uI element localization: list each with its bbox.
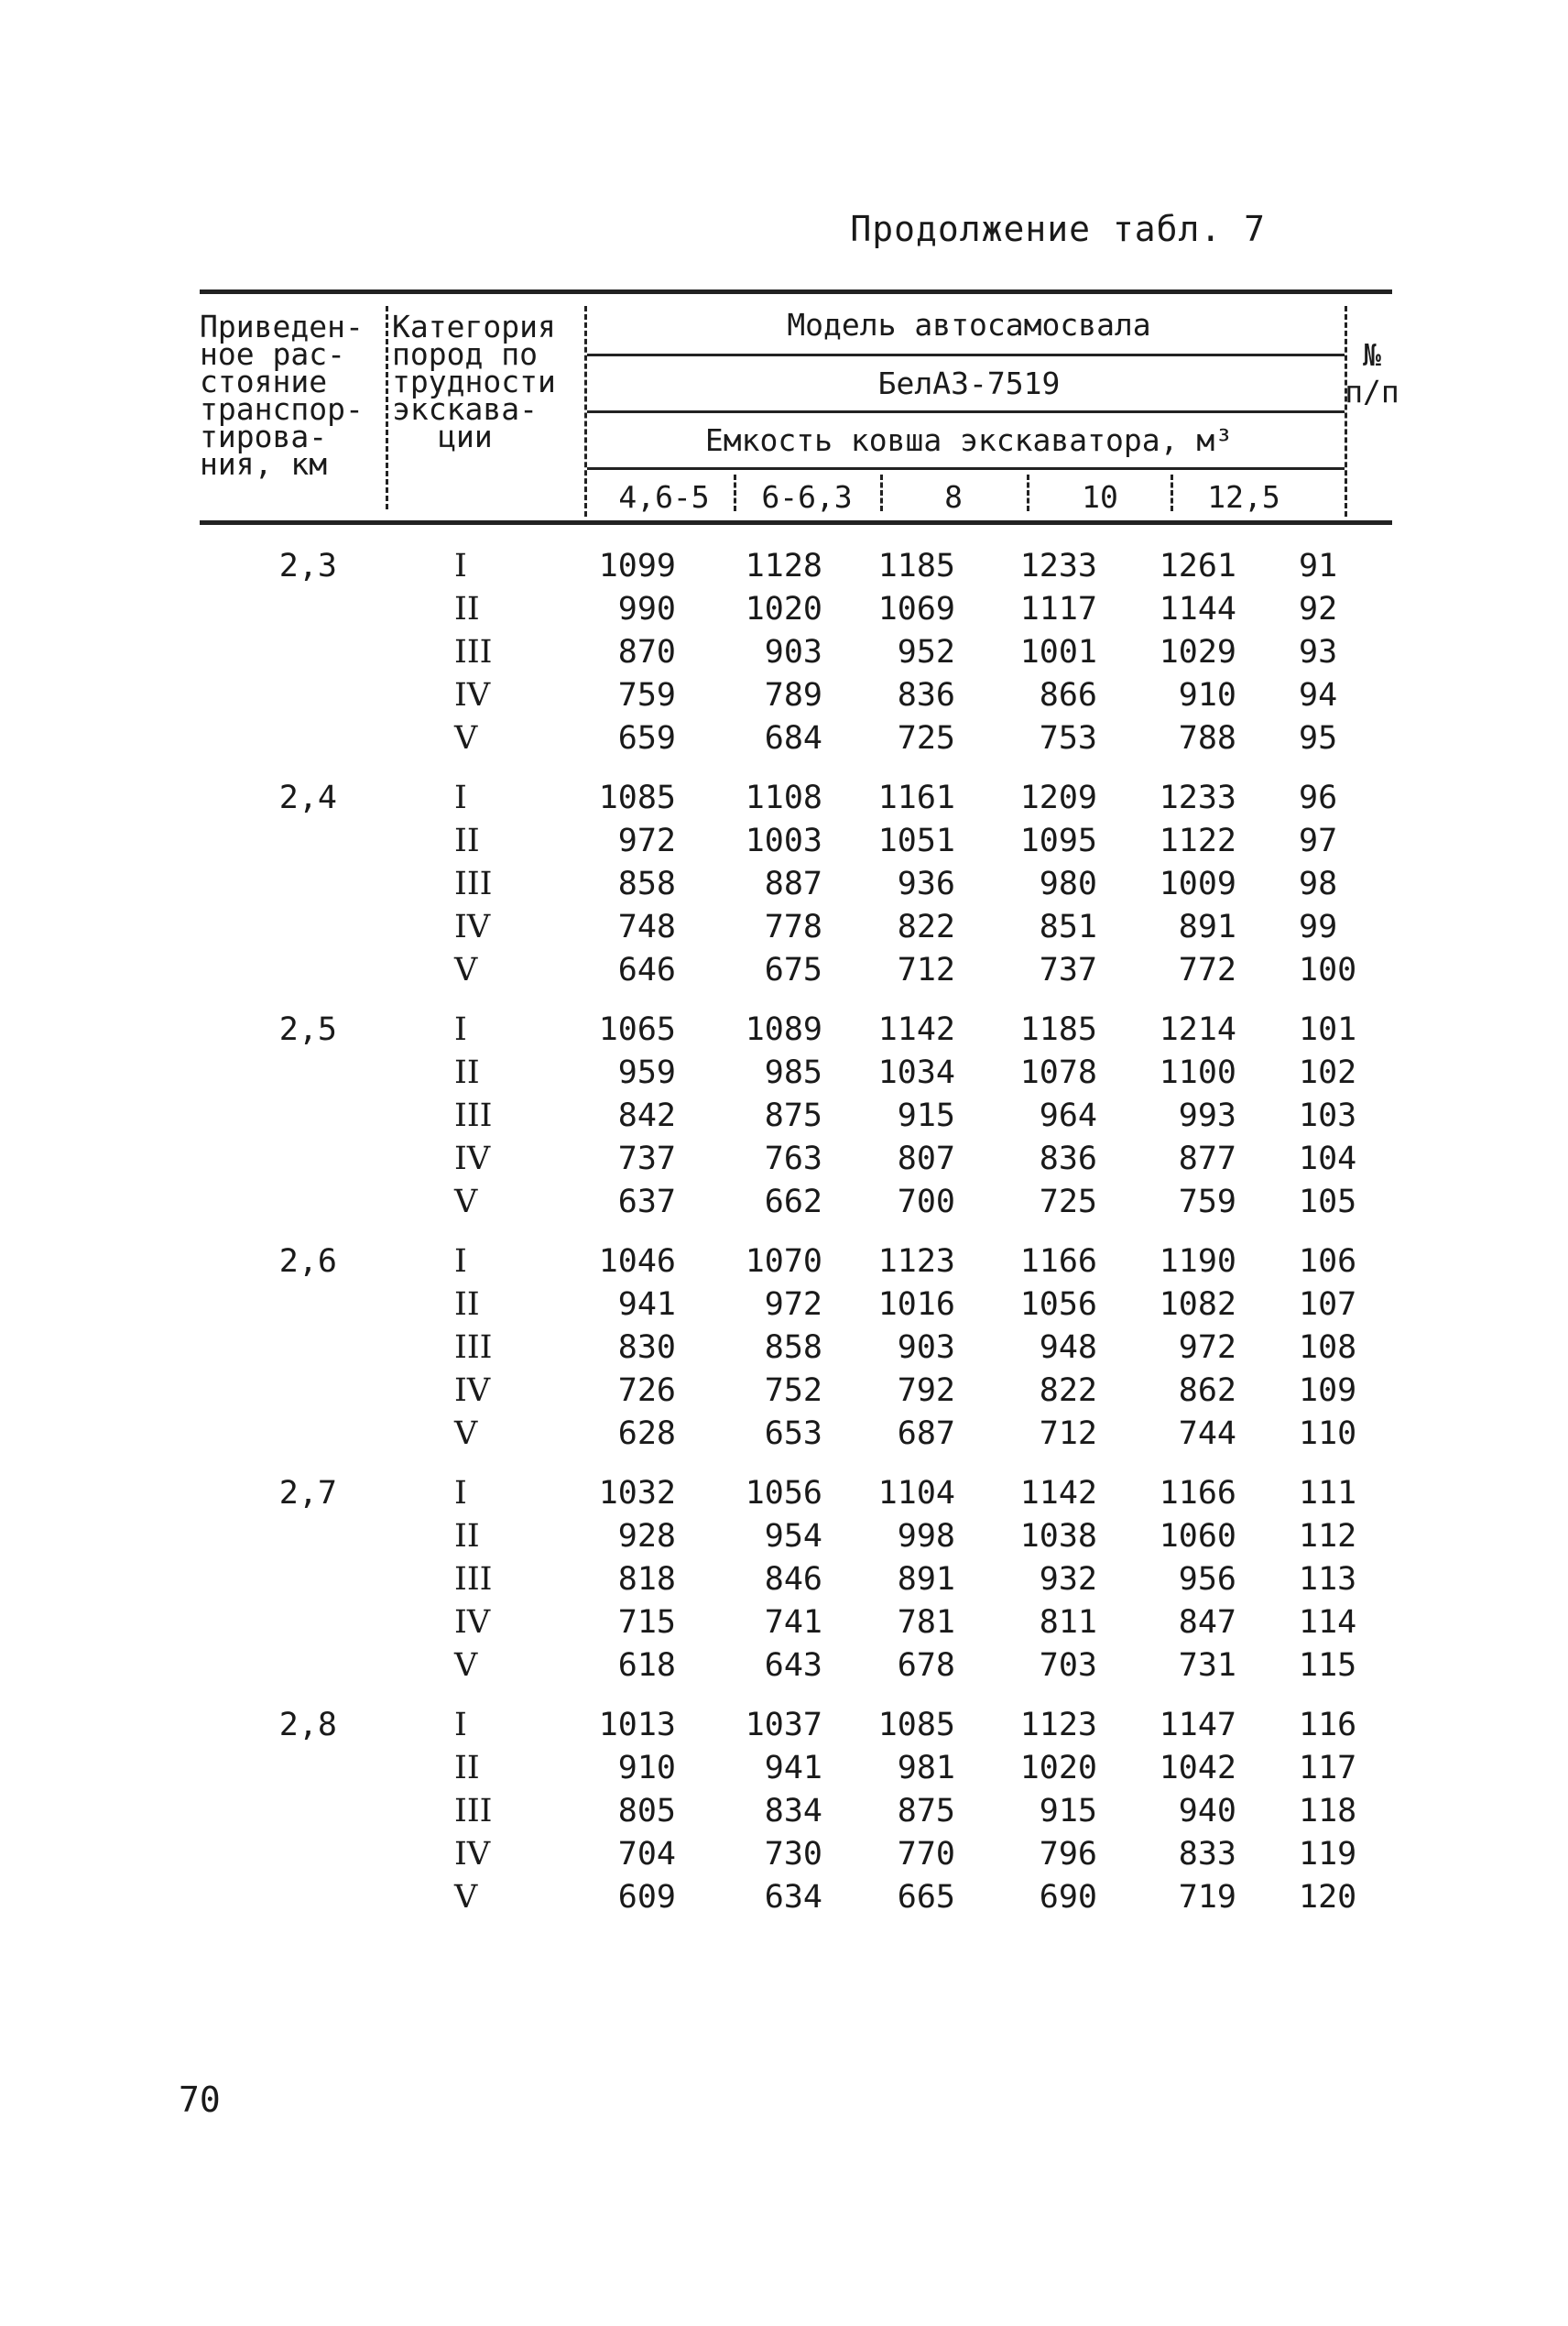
value-cell: 684 <box>764 720 822 757</box>
table-row <box>200 677 1392 720</box>
value-cell: 954 <box>764 1518 822 1555</box>
table-row <box>200 1604 1392 1647</box>
table-row <box>200 591 1392 634</box>
category-cell: I <box>454 1707 467 1743</box>
value-cell: 822 <box>897 909 955 945</box>
row-number-cell: 116 <box>1299 1707 1357 1743</box>
row-number-cell: 101 <box>1299 1011 1357 1048</box>
category-cell: I <box>454 1243 467 1280</box>
header-bucket-label: Емкость ковша экскаватора, м³ <box>704 422 1234 458</box>
distance-group <box>200 1011 1392 1227</box>
value-cell: 662 <box>764 1184 822 1220</box>
value-cell: 833 <box>1178 1836 1236 1873</box>
value-cell: 792 <box>897 1372 955 1409</box>
value-cell: 643 <box>764 1647 822 1684</box>
value-cell: 870 <box>617 634 676 671</box>
value-cell: 1214 <box>1159 1011 1236 1048</box>
value-cell: 1142 <box>1019 1475 1097 1512</box>
category-cell: IV <box>454 1372 491 1409</box>
category-cell: III <box>454 1329 493 1366</box>
value-cell: 811 <box>1039 1604 1097 1641</box>
category-cell: II <box>454 591 480 628</box>
header-model-name: БелАЗ-7519 <box>877 366 1061 401</box>
value-cell: 956 <box>1178 1561 1236 1598</box>
value-cell: 985 <box>764 1054 822 1091</box>
header-bucket-size: 8 <box>944 479 963 515</box>
divider <box>587 467 1345 470</box>
value-cell: 1069 <box>877 591 955 628</box>
value-cell: 981 <box>897 1750 955 1786</box>
header-bucket-size: 10 <box>1082 479 1118 515</box>
value-cell: 915 <box>1039 1793 1097 1829</box>
row-number-cell: 117 <box>1299 1750 1357 1786</box>
value-cell: 1034 <box>877 1054 955 1091</box>
value-cell: 1190 <box>1159 1243 1236 1280</box>
value-cell: 1042 <box>1159 1750 1236 1786</box>
value-cell: 1051 <box>877 823 955 859</box>
value-cell: 972 <box>764 1286 822 1323</box>
divider <box>386 306 388 509</box>
table-row <box>200 1647 1392 1690</box>
table-row <box>200 1707 1392 1750</box>
row-number-cell: 118 <box>1299 1793 1357 1829</box>
page-number: 70 <box>179 2080 221 2120</box>
value-cell: 910 <box>617 1750 676 1786</box>
table-row <box>200 720 1392 763</box>
top-rule <box>200 289 1392 294</box>
header-model-label: Модель автосамосвала <box>787 307 1151 343</box>
value-cell: 618 <box>617 1647 676 1684</box>
value-cell: 1065 <box>598 1011 676 1048</box>
value-cell: 1085 <box>877 1707 955 1743</box>
value-cell: 805 <box>617 1793 676 1829</box>
table-row <box>200 1561 1392 1604</box>
value-cell: 998 <box>897 1518 955 1555</box>
value-cell: 763 <box>764 1141 822 1177</box>
value-cell: 741 <box>764 1604 822 1641</box>
value-cell: 940 <box>1178 1793 1236 1829</box>
row-number-cell: 115 <box>1299 1647 1357 1684</box>
value-cell: 1095 <box>1019 823 1097 859</box>
divider <box>1171 475 1173 511</box>
value-cell: 759 <box>617 677 676 714</box>
value-cell: 1082 <box>1159 1286 1236 1323</box>
value-cell: 609 <box>617 1879 676 1916</box>
row-number-cell: 112 <box>1299 1518 1357 1555</box>
row-number-cell: 97 <box>1299 823 1338 859</box>
category-cell: IV <box>454 1836 491 1873</box>
category-cell: V <box>454 952 478 988</box>
value-cell: 1185 <box>877 548 955 584</box>
table-row <box>200 1184 1392 1227</box>
value-cell: 866 <box>1039 677 1097 714</box>
value-cell: 990 <box>617 591 676 628</box>
value-cell: 952 <box>897 634 955 671</box>
row-number-cell: 96 <box>1299 780 1338 816</box>
value-cell: 858 <box>617 866 676 902</box>
category-cell: V <box>454 1415 478 1452</box>
table-row <box>200 634 1392 677</box>
row-number-cell: 102 <box>1299 1054 1357 1091</box>
table-row <box>200 1879 1392 1922</box>
value-cell: 1185 <box>1019 1011 1097 1048</box>
category-cell: III <box>454 1561 493 1598</box>
value-cell: 731 <box>1178 1647 1236 1684</box>
divider <box>880 475 883 511</box>
value-cell: 737 <box>617 1141 676 1177</box>
value-cell: 703 <box>1039 1647 1097 1684</box>
value-cell: 1209 <box>1019 780 1097 816</box>
row-number-cell: 114 <box>1299 1604 1357 1641</box>
value-cell: 687 <box>897 1415 955 1452</box>
value-cell: 941 <box>617 1286 676 1323</box>
header-row-number: № п/п <box>1345 337 1399 410</box>
value-cell: 770 <box>897 1836 955 1873</box>
row-number-cell: 91 <box>1299 548 1338 584</box>
divider <box>734 475 736 511</box>
value-cell: 752 <box>764 1372 822 1409</box>
table-row <box>200 1286 1392 1329</box>
value-cell: 807 <box>897 1141 955 1177</box>
row-number-cell: 94 <box>1299 677 1338 714</box>
value-cell: 753 <box>1039 720 1097 757</box>
value-cell: 862 <box>1178 1372 1236 1409</box>
value-cell: 778 <box>764 909 822 945</box>
value-cell: 1142 <box>877 1011 955 1048</box>
category-cell: III <box>454 1793 493 1829</box>
value-cell: 1147 <box>1159 1707 1236 1743</box>
value-cell: 1020 <box>1019 1750 1097 1786</box>
value-cell: 972 <box>617 823 676 859</box>
table-row <box>200 1793 1392 1836</box>
value-cell: 891 <box>1178 909 1236 945</box>
value-cell: 932 <box>1039 1561 1097 1598</box>
value-cell: 748 <box>617 909 676 945</box>
value-cell: 1089 <box>745 1011 822 1048</box>
value-cell: 948 <box>1039 1329 1097 1366</box>
table-row <box>200 1141 1392 1184</box>
table-row <box>200 1475 1392 1518</box>
value-cell: 903 <box>764 634 822 671</box>
value-cell: 834 <box>764 1793 822 1829</box>
row-number-cell: 100 <box>1299 952 1357 988</box>
header-rule <box>200 520 1392 525</box>
value-cell: 1117 <box>1019 591 1097 628</box>
value-cell: 842 <box>617 1097 676 1134</box>
table-row <box>200 952 1392 995</box>
table-row <box>200 866 1392 909</box>
distance-group <box>200 780 1392 995</box>
value-cell: 941 <box>764 1750 822 1786</box>
value-cell: 1085 <box>598 780 676 816</box>
category-cell: II <box>454 1750 480 1786</box>
table-row <box>200 909 1392 952</box>
distance-cell: 2,3 <box>278 548 337 584</box>
value-cell: 891 <box>897 1561 955 1598</box>
value-cell: 781 <box>897 1604 955 1641</box>
value-cell: 1144 <box>1159 591 1236 628</box>
category-cell: IV <box>454 1141 491 1177</box>
row-number-cell: 99 <box>1299 909 1338 945</box>
value-cell: 1003 <box>745 823 822 859</box>
category-cell: I <box>454 1011 467 1048</box>
category-cell: III <box>454 866 493 902</box>
divider <box>587 410 1345 413</box>
value-cell: 788 <box>1178 720 1236 757</box>
value-cell: 1123 <box>877 1243 955 1280</box>
value-cell: 737 <box>1039 952 1097 988</box>
value-cell: 1001 <box>1019 634 1097 671</box>
value-cell: 887 <box>764 866 822 902</box>
row-number-cell: 113 <box>1299 1561 1357 1598</box>
header-bucket-size: 6-6,3 <box>761 479 853 515</box>
category-cell: I <box>454 1475 467 1512</box>
value-cell: 836 <box>1039 1141 1097 1177</box>
category-cell: II <box>454 1054 480 1091</box>
category-cell: III <box>454 1097 493 1134</box>
value-cell: 846 <box>764 1561 822 1598</box>
table-row <box>200 780 1392 823</box>
value-cell: 1161 <box>877 780 955 816</box>
row-number-cell: 93 <box>1299 634 1338 671</box>
value-cell: 851 <box>1039 909 1097 945</box>
category-cell: IV <box>454 677 491 714</box>
divider <box>1027 475 1029 511</box>
distance-group <box>200 1707 1392 1922</box>
value-cell: 712 <box>1039 1415 1097 1452</box>
value-cell: 1128 <box>745 548 822 584</box>
value-cell: 830 <box>617 1329 676 1366</box>
row-number-cell: 105 <box>1299 1184 1357 1220</box>
value-cell: 772 <box>1178 952 1236 988</box>
row-number-cell: 103 <box>1299 1097 1357 1134</box>
value-cell: 910 <box>1178 677 1236 714</box>
table-row <box>200 1243 1392 1286</box>
value-cell: 1123 <box>1019 1707 1097 1743</box>
table-body <box>200 548 1392 1938</box>
value-cell: 659 <box>617 720 676 757</box>
value-cell: 726 <box>617 1372 676 1409</box>
category-cell: II <box>454 823 480 859</box>
distance-cell: 2,4 <box>278 780 337 816</box>
category-cell: IV <box>454 1604 491 1641</box>
value-cell: 759 <box>1178 1184 1236 1220</box>
value-cell: 964 <box>1039 1097 1097 1134</box>
table-row <box>200 548 1392 591</box>
value-cell: 719 <box>1178 1879 1236 1916</box>
value-cell: 628 <box>617 1415 676 1452</box>
value-cell: 1233 <box>1159 780 1236 816</box>
value-cell: 1070 <box>745 1243 822 1280</box>
value-cell: 936 <box>897 866 955 902</box>
value-cell: 712 <box>897 952 955 988</box>
distance-cell: 2,5 <box>278 1011 337 1048</box>
row-number-cell: 98 <box>1299 866 1338 902</box>
value-cell: 646 <box>617 952 676 988</box>
category-cell: V <box>454 1647 478 1684</box>
value-cell: 704 <box>617 1836 676 1873</box>
row-number-cell: 119 <box>1299 1836 1357 1873</box>
value-cell: 1166 <box>1159 1475 1236 1512</box>
value-cell: 1100 <box>1159 1054 1236 1091</box>
value-cell: 915 <box>897 1097 955 1134</box>
row-number-cell: 95 <box>1299 720 1338 757</box>
table-row <box>200 1836 1392 1879</box>
row-number-cell: 109 <box>1299 1372 1357 1409</box>
value-cell: 1038 <box>1019 1518 1097 1555</box>
distance-cell: 2,6 <box>278 1243 337 1280</box>
value-cell: 637 <box>617 1184 676 1220</box>
value-cell: 822 <box>1039 1372 1097 1409</box>
value-cell: 1060 <box>1159 1518 1236 1555</box>
value-cell: 972 <box>1178 1329 1236 1366</box>
category-cell: III <box>454 634 493 671</box>
value-cell: 993 <box>1178 1097 1236 1134</box>
distance-group <box>200 1475 1392 1690</box>
value-cell: 634 <box>764 1879 822 1916</box>
value-cell: 836 <box>897 677 955 714</box>
value-cell: 1104 <box>877 1475 955 1512</box>
value-cell: 653 <box>764 1415 822 1452</box>
value-cell: 877 <box>1178 1141 1236 1177</box>
table-row <box>200 1750 1392 1793</box>
distance-cell: 2,7 <box>278 1475 337 1512</box>
category-cell: I <box>454 548 467 584</box>
value-cell: 725 <box>897 720 955 757</box>
value-cell: 730 <box>764 1836 822 1873</box>
value-cell: 744 <box>1178 1415 1236 1452</box>
row-number-cell: 108 <box>1299 1329 1357 1366</box>
header-category: Категория пород по трудности экскава- ции <box>392 309 556 454</box>
value-cell: 675 <box>764 952 822 988</box>
table-row <box>200 1518 1392 1561</box>
category-cell: I <box>454 780 467 816</box>
value-cell: 875 <box>764 1097 822 1134</box>
value-cell: 1261 <box>1159 548 1236 584</box>
table-row <box>200 1372 1392 1415</box>
distance-group <box>200 1243 1392 1458</box>
value-cell: 875 <box>897 1793 955 1829</box>
value-cell: 678 <box>897 1647 955 1684</box>
value-cell: 818 <box>617 1561 676 1598</box>
value-cell: 1166 <box>1019 1243 1097 1280</box>
table-caption: Продолжение табл. 7 <box>850 209 1266 249</box>
table-row <box>200 823 1392 866</box>
row-number-cell: 107 <box>1299 1286 1357 1323</box>
value-cell: 1029 <box>1159 634 1236 671</box>
category-cell: V <box>454 1184 478 1220</box>
value-cell: 1037 <box>745 1707 822 1743</box>
value-cell: 980 <box>1039 866 1097 902</box>
value-cell: 1099 <box>598 548 676 584</box>
table-row <box>200 1329 1392 1372</box>
row-number-cell: 111 <box>1299 1475 1357 1512</box>
row-number-cell: 92 <box>1299 591 1338 628</box>
value-cell: 1056 <box>1019 1286 1097 1323</box>
value-cell: 1046 <box>598 1243 676 1280</box>
row-number-cell: 120 <box>1299 1879 1357 1916</box>
value-cell: 903 <box>897 1329 955 1366</box>
row-number-cell: 106 <box>1299 1243 1357 1280</box>
divider <box>587 354 1345 356</box>
value-cell: 1233 <box>1019 548 1097 584</box>
value-cell: 928 <box>617 1518 676 1555</box>
value-cell: 1056 <box>745 1475 822 1512</box>
value-cell: 1020 <box>745 591 822 628</box>
category-cell: IV <box>454 909 491 945</box>
header-bucket-size: 12,5 <box>1207 479 1280 515</box>
value-cell: 796 <box>1039 1836 1097 1873</box>
value-cell: 1122 <box>1159 823 1236 859</box>
value-cell: 1009 <box>1159 866 1236 902</box>
value-cell: 1032 <box>598 1475 676 1512</box>
table-row <box>200 1097 1392 1141</box>
value-cell: 858 <box>764 1329 822 1366</box>
distance-cell: 2,8 <box>278 1707 337 1743</box>
row-number-cell: 104 <box>1299 1141 1357 1177</box>
category-cell: V <box>454 720 478 757</box>
value-cell: 690 <box>1039 1879 1097 1916</box>
value-cell: 1108 <box>745 780 822 816</box>
header-bucket-size: 4,6-5 <box>618 479 710 515</box>
header-distance: Приведен- ное рас- стояние транспор- тирова- ния, км <box>200 309 364 482</box>
value-cell: 1016 <box>877 1286 955 1323</box>
value-cell: 1013 <box>598 1707 676 1743</box>
distance-group <box>200 548 1392 763</box>
value-cell: 665 <box>897 1879 955 1916</box>
value-cell: 847 <box>1178 1604 1236 1641</box>
table-row <box>200 1415 1392 1458</box>
category-cell: II <box>454 1518 480 1555</box>
value-cell: 789 <box>764 677 822 714</box>
category-cell: V <box>454 1879 478 1916</box>
value-cell: 700 <box>897 1184 955 1220</box>
value-cell: 959 <box>617 1054 676 1091</box>
row-number-cell: 110 <box>1299 1415 1357 1452</box>
category-cell: II <box>454 1286 480 1323</box>
value-cell: 725 <box>1039 1184 1097 1220</box>
table-row <box>200 1054 1392 1097</box>
table-row <box>200 1011 1392 1054</box>
value-cell: 715 <box>617 1604 676 1641</box>
value-cell: 1078 <box>1019 1054 1097 1091</box>
table-header <box>200 300 1399 524</box>
